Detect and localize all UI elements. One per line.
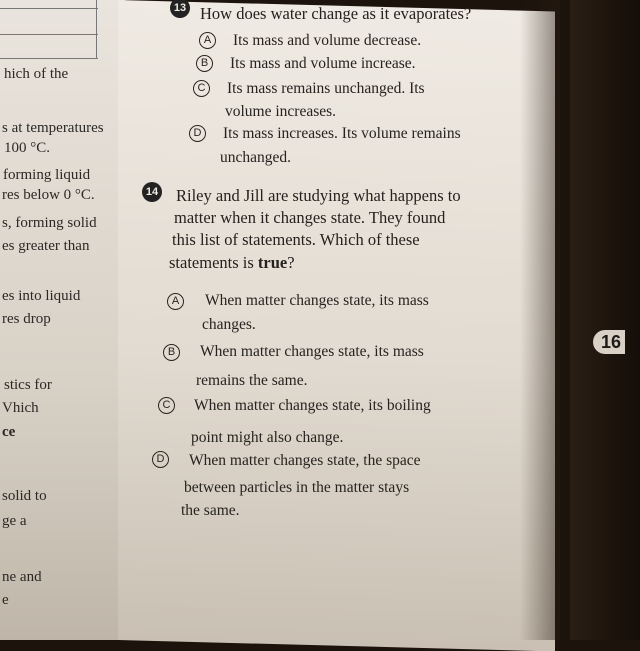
question-number-badge: 13 — [170, 0, 190, 18]
option-text: Its mass and volume increase. — [230, 55, 416, 72]
option-circle[interactable]: C — [158, 397, 175, 414]
option-circle[interactable]: D — [189, 125, 206, 142]
option-text: When matter changes state, its mass — [205, 292, 429, 309]
left-text-line: 100 °C. — [4, 140, 51, 156]
stem-text: statements is — [169, 253, 258, 272]
left-text-line: forming liquid — [3, 167, 91, 183]
question-stem-line — [169, 252, 295, 273]
left-text-line: res drop — [2, 311, 51, 327]
stem-text: ? — [287, 253, 295, 272]
left-text-line: ne and — [2, 569, 42, 585]
option-text: between particles in the matter stays — [184, 479, 410, 496]
question-stem-line: matter when it changes state. They found — [174, 208, 446, 227]
option-text: When matter changes state, the space — [189, 452, 421, 469]
option-text: Its mass and volume decrease. — [233, 32, 422, 49]
left-text-line: Vhich — [2, 400, 39, 416]
left-text-line: ge a — [2, 513, 27, 529]
left-text-line: solid to — [2, 488, 47, 504]
option-circle[interactable]: D — [152, 451, 169, 468]
option-text: Its mass remains unchanged. Its — [227, 80, 425, 97]
option-text: Its mass increases. Its volume remains — [223, 125, 461, 142]
option-circle[interactable]: A — [199, 32, 216, 49]
option-text: remains the same. — [196, 372, 308, 389]
left-text-line: es into liquid — [2, 288, 81, 304]
option-circle[interactable]: B — [196, 55, 213, 72]
option-text: changes. — [202, 316, 256, 333]
left-text-line: es greater than — [2, 238, 90, 254]
option-circle[interactable]: B — [163, 344, 180, 361]
option-text: When matter changes state, its mass — [200, 343, 424, 360]
left-text-line: s, forming solid — [2, 215, 97, 231]
side-question-tab: 16 — [593, 330, 625, 354]
left-text-line: e — [2, 592, 9, 608]
option-circle[interactable]: C — [193, 80, 210, 97]
option-circle[interactable]: A — [167, 293, 184, 310]
option-text: the same. — [181, 502, 240, 519]
option-text: point might also change. — [191, 429, 344, 446]
left-text-line: hich of the — [4, 66, 69, 82]
question-stem: How does water change as it evaporates? — [200, 4, 472, 23]
option-text: When matter changes state, its boiling — [194, 397, 431, 414]
left-text-line: ce — [2, 424, 16, 440]
left-text-line: s at temperatures — [2, 120, 104, 136]
question-stem-line: this list of statements. Which of these — [172, 230, 420, 249]
question-number-badge: 14 — [142, 182, 162, 202]
question-stem-line: Riley and Jill are studying what happens to — [176, 186, 461, 205]
stem-emphasis: true — [257, 253, 288, 272]
option-text: unchanged. — [220, 149, 292, 166]
left-text-line: res below 0 °C. — [2, 187, 95, 203]
option-text: volume increases. — [225, 103, 337, 120]
left-text-line: stics for — [4, 377, 52, 393]
